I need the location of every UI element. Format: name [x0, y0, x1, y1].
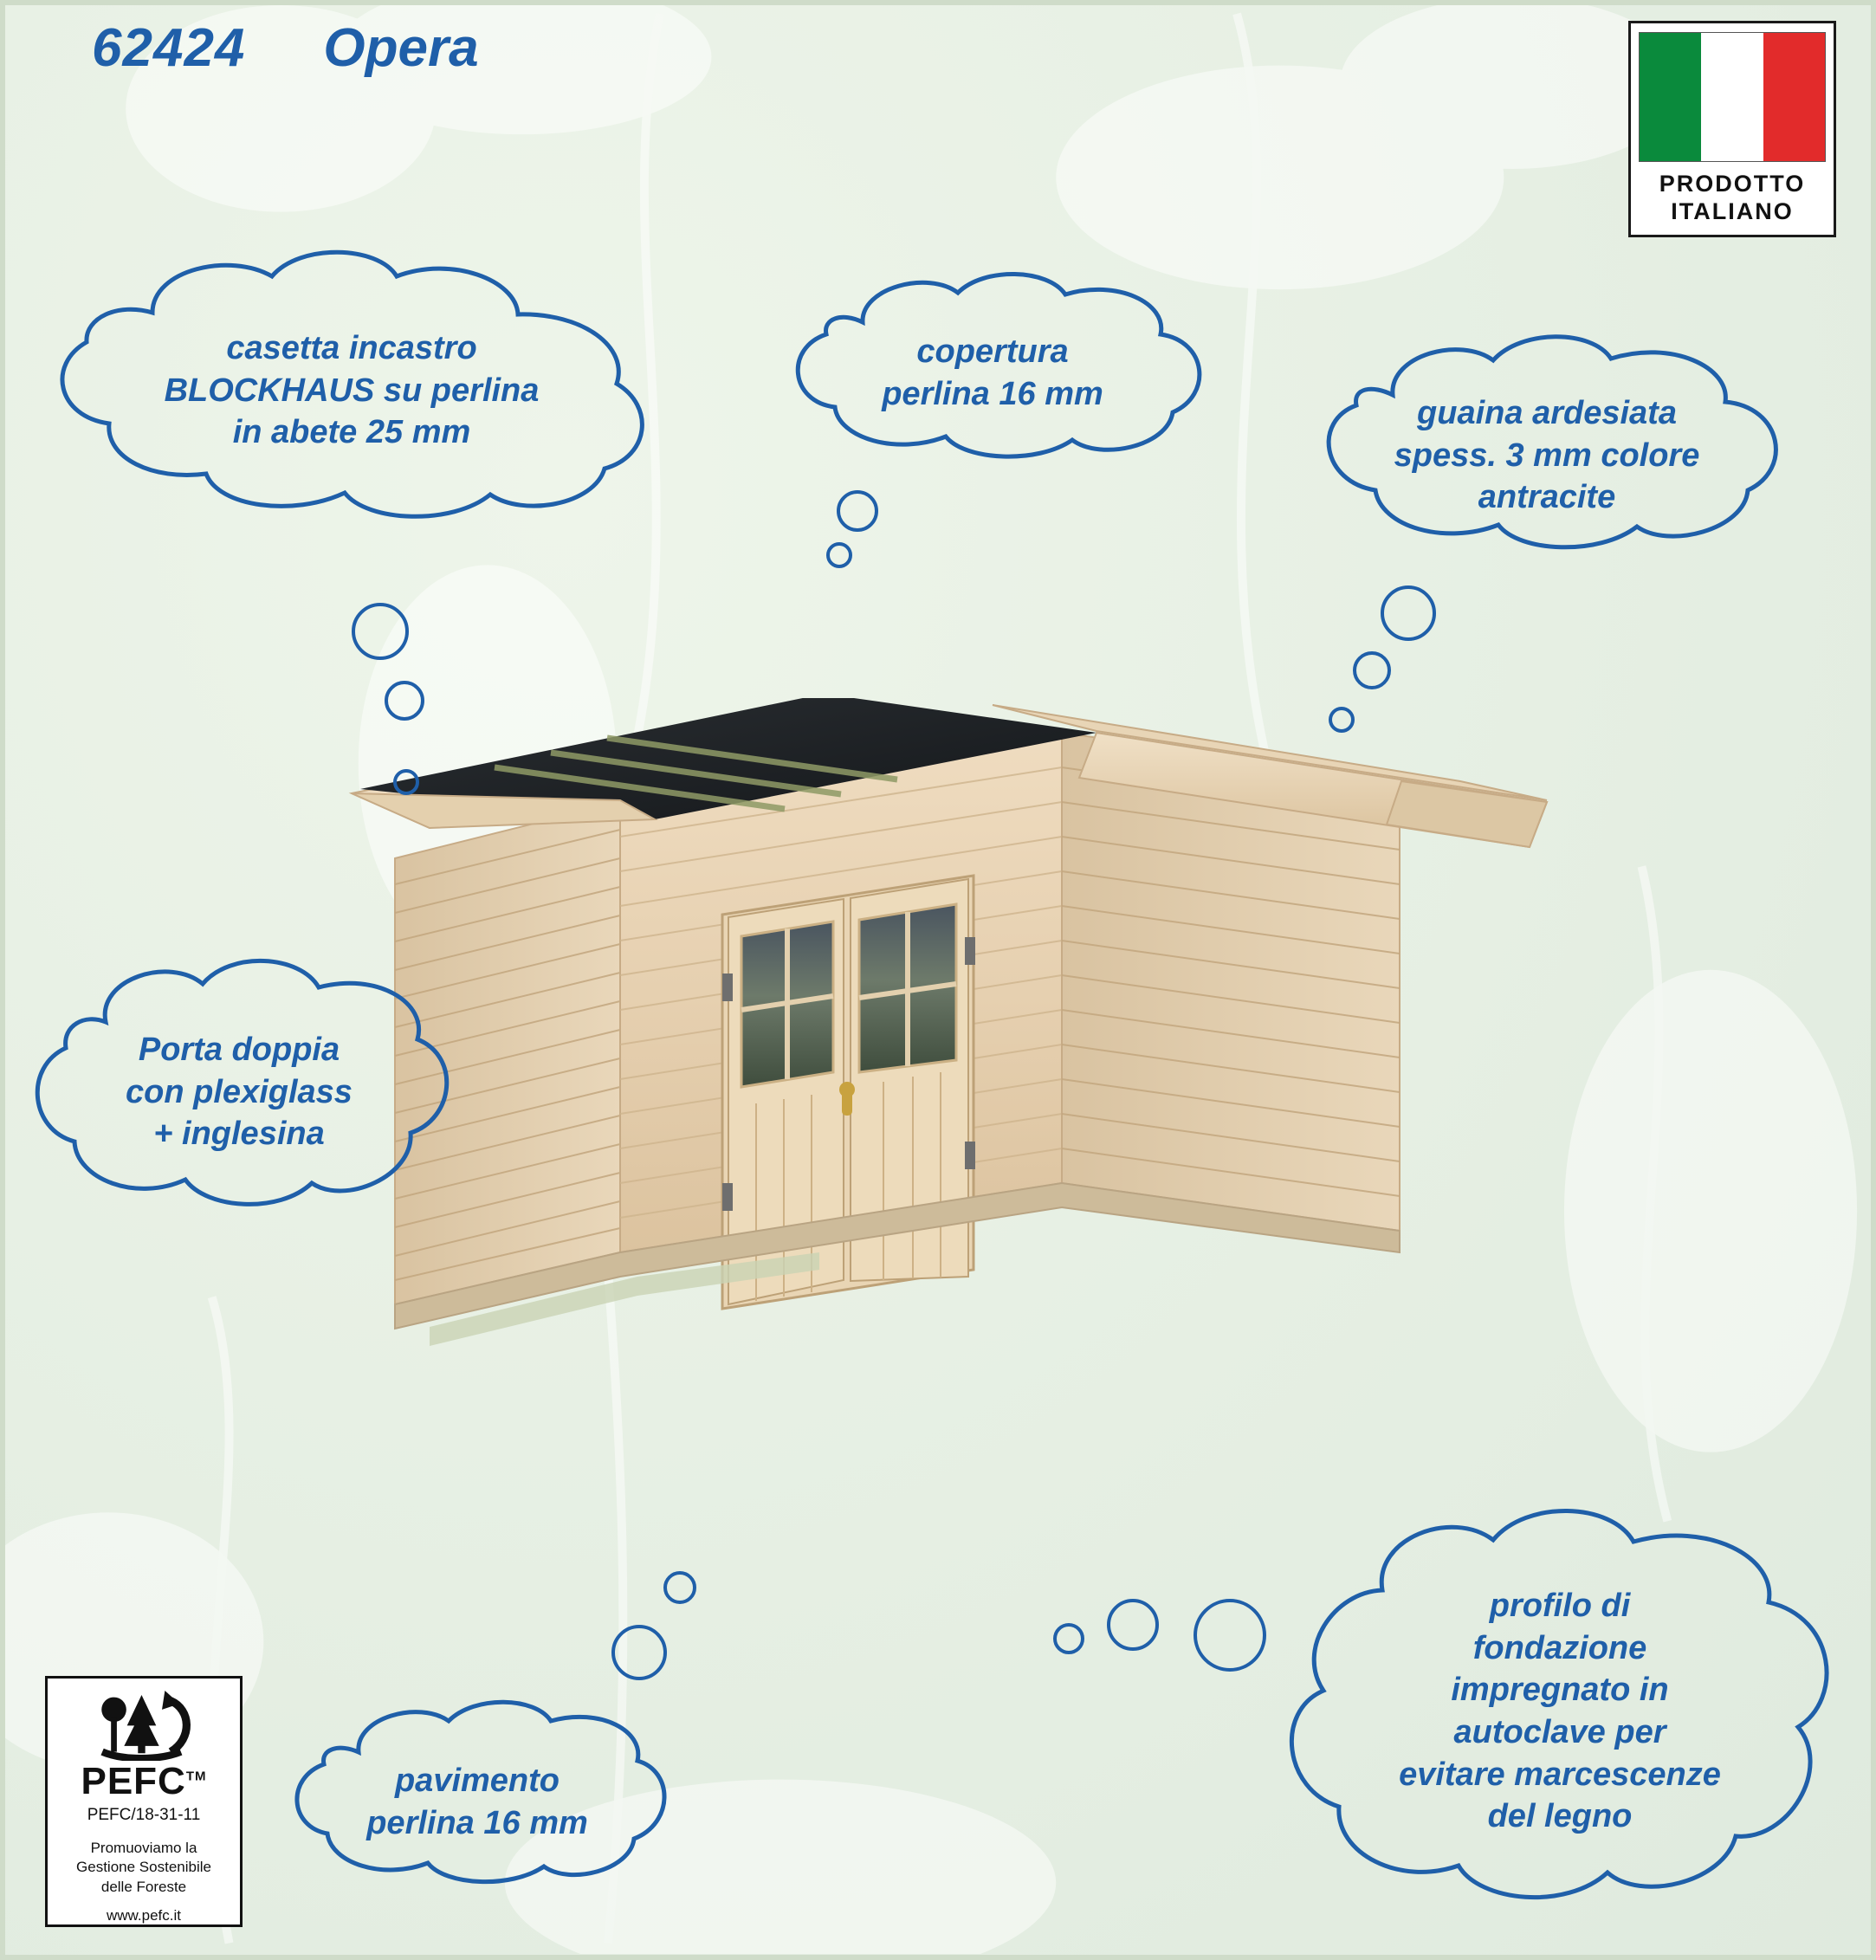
- italian-flag-badge: [1628, 21, 1836, 237]
- callout-line: perlina 16 mm: [366, 1805, 588, 1841]
- italian-flag-icon: [1639, 32, 1826, 162]
- thought-bubble: [826, 542, 852, 568]
- product-code: 62424: [92, 18, 246, 78]
- thought-bubble: [663, 1571, 696, 1604]
- callout-profilo: [1261, 1495, 1859, 1928]
- thought-bubble: [1381, 585, 1436, 641]
- callout-line: pavimento: [394, 1763, 560, 1800]
- thought-bubble: [1353, 651, 1391, 689]
- callout-line: autoclave per: [1453, 1714, 1666, 1750]
- page-title: [92, 17, 479, 79]
- pefc-code: PEFC/18-31-11: [87, 1805, 201, 1824]
- flag-band-red: [1763, 33, 1825, 161]
- callout-line: evitare marcescenze: [1399, 1756, 1721, 1793]
- callout-line: con plexiglass: [126, 1073, 353, 1110]
- callout-line: antracite: [1478, 479, 1616, 516]
- pefc-tree-arrow-icon: [79, 1691, 209, 1761]
- flag-caption-line-1: PRODOTTO: [1659, 171, 1806, 197]
- pefc-certification-logo: [45, 1676, 243, 1927]
- callout-line: + inglesina: [153, 1116, 325, 1153]
- callout-line: fondazione: [1472, 1629, 1647, 1666]
- pefc-trademark: TM: [185, 1769, 207, 1784]
- thought-bubble: [611, 1625, 667, 1680]
- callout-porta: [14, 949, 464, 1235]
- callout-line: guaina ardesiata: [1417, 395, 1677, 432]
- thought-bubble: [385, 681, 424, 721]
- callout-line: perlina 16 mm: [882, 376, 1103, 412]
- product-illustration: [334, 698, 1564, 1564]
- callout-line: in abete 25 mm: [232, 414, 471, 451]
- callout-line: Porta doppia: [138, 1032, 340, 1069]
- thought-bubble: [352, 603, 409, 660]
- callout-pavimento: [274, 1698, 681, 1906]
- callout-line: spess. 3 mm colore: [1394, 437, 1700, 474]
- callout-line: casetta incastro: [226, 330, 477, 367]
- callout-line: del legno: [1487, 1798, 1633, 1835]
- thought-bubble: [1329, 707, 1355, 733]
- flag-band-white: [1701, 33, 1763, 161]
- thought-bubble: [393, 769, 419, 795]
- thought-bubble: [1107, 1599, 1159, 1651]
- pefc-url: www.pefc.it: [107, 1907, 181, 1924]
- callout-line: impregnato in: [1451, 1672, 1669, 1709]
- callout-line: BLOCKHAUS su perlina: [164, 372, 540, 409]
- thought-bubble: [1053, 1623, 1084, 1654]
- flag-band-green: [1640, 33, 1701, 161]
- pefc-tagline: [76, 1839, 211, 1897]
- thought-bubble: [837, 490, 878, 532]
- pefc-wordmark: [81, 1759, 207, 1802]
- thought-bubble: [1194, 1599, 1266, 1672]
- callout-line: copertura: [916, 333, 1069, 371]
- flag-caption-line-2: ITALIANO: [1671, 197, 1794, 224]
- pefc-tagline-line: delle Foreste: [100, 1878, 187, 1895]
- pefc-word-text: PEFC: [81, 1759, 186, 1802]
- callout-blockhaus: [23, 252, 681, 529]
- pefc-tagline-line: Gestione Sostenibile: [76, 1859, 211, 1876]
- product-model-name: Opera: [323, 18, 479, 78]
- callout-guaina: [1287, 334, 1807, 577]
- callout-line: profilo di: [1489, 1588, 1631, 1625]
- pefc-tagline-line: Promuoviamo la: [90, 1839, 197, 1856]
- flag-badge-caption: [1659, 171, 1806, 226]
- callout-copertura: [767, 274, 1218, 473]
